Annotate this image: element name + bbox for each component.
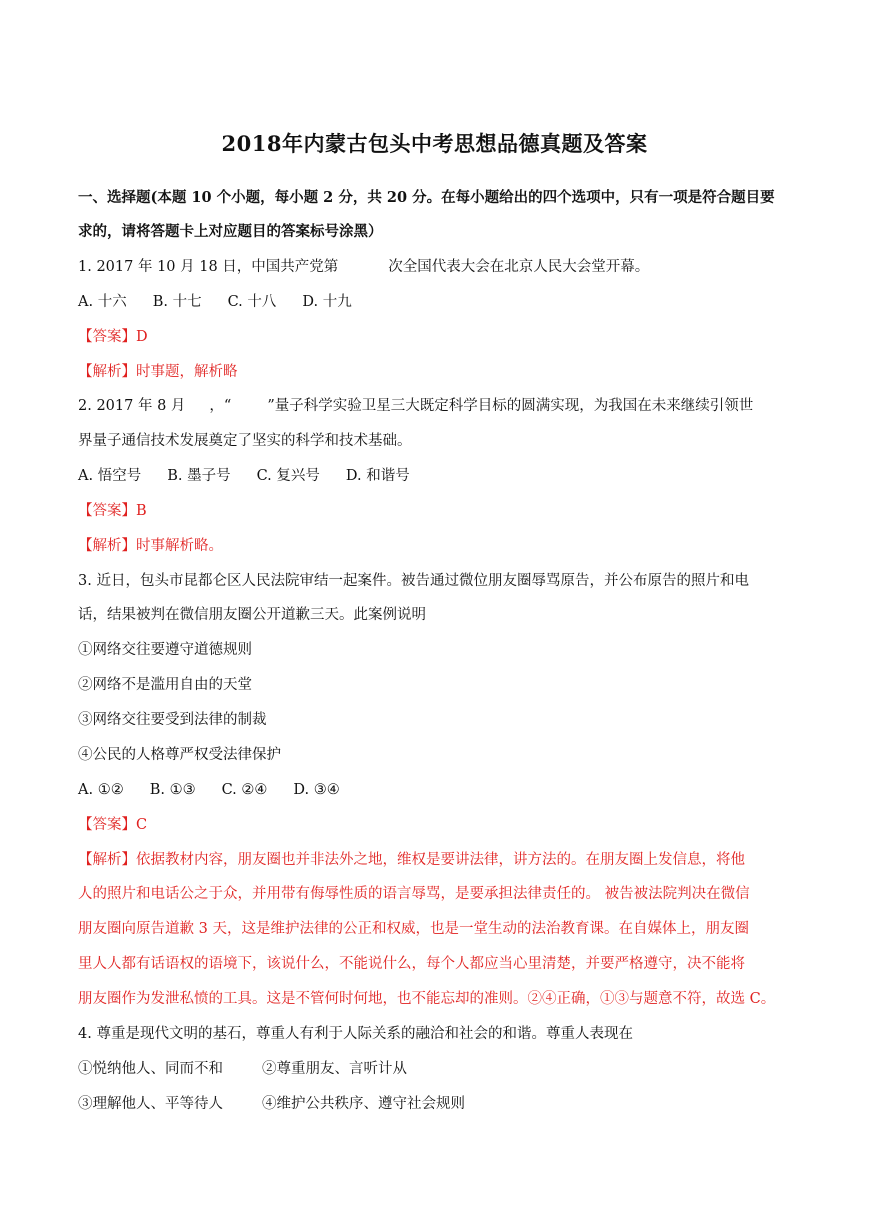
question-3-options bbox=[78, 780, 790, 800]
question-3-analysis-line-1: 【解析】依据教材内容，朋友圈也并非法外之地，维权是要讲法律，讲方法的。在朋友圈上发信息，将他 bbox=[78, 852, 745, 868]
question-1-answer: 【答案】D bbox=[78, 329, 148, 345]
question-4-item-1: ①悦纳他人、同而不和 bbox=[78, 1061, 223, 1077]
section-heading-line-2: 求的，请将答题卡上对应题目的答案标号涂黑） bbox=[78, 223, 383, 240]
question-3-item-3: ③网络交往要受到法律的制裁 bbox=[78, 712, 267, 728]
question-2-option-a: A. 悟空号 bbox=[78, 468, 142, 484]
question-1-analysis: 【解析】时事题，解析略 bbox=[78, 364, 238, 380]
question-3-stem-line-2: 话，结果被判在微信朋友圈公开道歉三天。此案例说明 bbox=[78, 607, 426, 623]
question-3-item-1: ①网络交往要遵守道德规则 bbox=[78, 642, 252, 658]
question-1-stem bbox=[78, 257, 790, 277]
question-3-item-2: ②网络不是滥用自由的天堂 bbox=[78, 677, 252, 693]
question-2-option-b: B. 墨子号 bbox=[167, 468, 231, 484]
question-3-option-b: B. ①③ bbox=[149, 782, 196, 798]
question-1-stem-part-a: 1. 2017 年 10 月 18 日，中国共产党第 bbox=[78, 259, 339, 275]
question-3-analysis-line-2: 人的照片和电话公之于众，并用带有侮辱性质的语言辱骂，是要承担法律责任的。 被告被法院判决在微信 bbox=[78, 886, 750, 902]
question-1-option-d: D. 十九 bbox=[302, 294, 352, 310]
question-4-items-row-2 bbox=[78, 1094, 790, 1114]
question-3-analysis-line-5: 朋友圈作为发泄私愤的工具。这是不管何时何地，也不能忘却的准则。②④正确，①③与题意不符，故选 C。 bbox=[78, 991, 776, 1007]
question-3-analysis-line-4: 里人人都有话语权的语境下，该说什么，不能说什么，每个人都应当心里清楚，并要严格遵守，决不能将 bbox=[78, 956, 745, 972]
question-4-item-2: ②尊重朋友、言听计从 bbox=[262, 1061, 407, 1077]
question-3-option-a: A. ①② bbox=[78, 782, 124, 798]
section-heading-line-1: 一、选择题(本题 10 个小题，每小题 2 分，共 20 分。在每小题给出的四个选项中，只有一项是符合题目要 bbox=[78, 189, 775, 206]
question-2-stem-line-2: 界量子通信技术发展奠定了坚实的科学和技术基础。 bbox=[78, 433, 412, 449]
question-1-options bbox=[78, 292, 790, 312]
question-4-items-row-1 bbox=[78, 1059, 790, 1079]
question-2-stem-part-a: 2. 2017 年 8 月 bbox=[78, 398, 186, 414]
question-2-option-d: D. 和谐号 bbox=[345, 468, 410, 484]
question-3-answer: 【答案】C bbox=[78, 817, 148, 833]
question-4-stem: 4. 尊重是现代文明的基石，尊重人有利于人际关系的融洽和社会的和谐。尊重人表现在 bbox=[78, 1026, 633, 1042]
question-3-item-4: ④公民的人格尊严权受法律保护 bbox=[78, 747, 281, 763]
page-title: 2018年内蒙古包头中考思想品德真题及答案 bbox=[221, 131, 648, 156]
question-2-analysis: 【解析】时事解析略。 bbox=[78, 538, 223, 554]
question-3-option-c: C. ②④ bbox=[221, 782, 268, 798]
question-2-stem-part-c: ”量子科学实验卫星三大既定科学目标的圆满实现，为我国在未来继续引领世 bbox=[267, 398, 754, 414]
question-4-item-3: ③理解他人、平等待人 bbox=[78, 1096, 223, 1112]
question-4-item-4: ④维护公共秩序、遵守社会规则 bbox=[262, 1096, 465, 1112]
question-2-options bbox=[78, 466, 790, 486]
question-3-analysis-line-3: 朋友圈向原告道歉 3 天，这是维护法律的公正和权威，也是一堂生动的法治教育课。在自媒体上，朋友圈 bbox=[78, 921, 749, 937]
question-2-option-c: C. 复兴号 bbox=[256, 468, 320, 484]
question-3-stem-line-1: 3. 近日，包头市昆都仑区人民法院审结一起案件。被告通过微位朋友圈辱骂原告，并公布原告的照片和电 bbox=[78, 573, 749, 589]
question-1-option-a: A. 十六 bbox=[78, 294, 127, 310]
question-1-option-b: B. 十七 bbox=[152, 294, 202, 310]
question-1-option-c: C. 十八 bbox=[227, 294, 277, 310]
question-2-answer: 【答案】B bbox=[78, 503, 147, 519]
question-3-option-d: D. ③④ bbox=[293, 782, 340, 798]
question-1-stem-part-b: 次全国代表大会在北京人民大会堂开幕。 bbox=[388, 259, 650, 275]
question-2-stem-part-b: ，“ bbox=[209, 398, 232, 414]
question-2-stem-line-1 bbox=[78, 396, 790, 416]
